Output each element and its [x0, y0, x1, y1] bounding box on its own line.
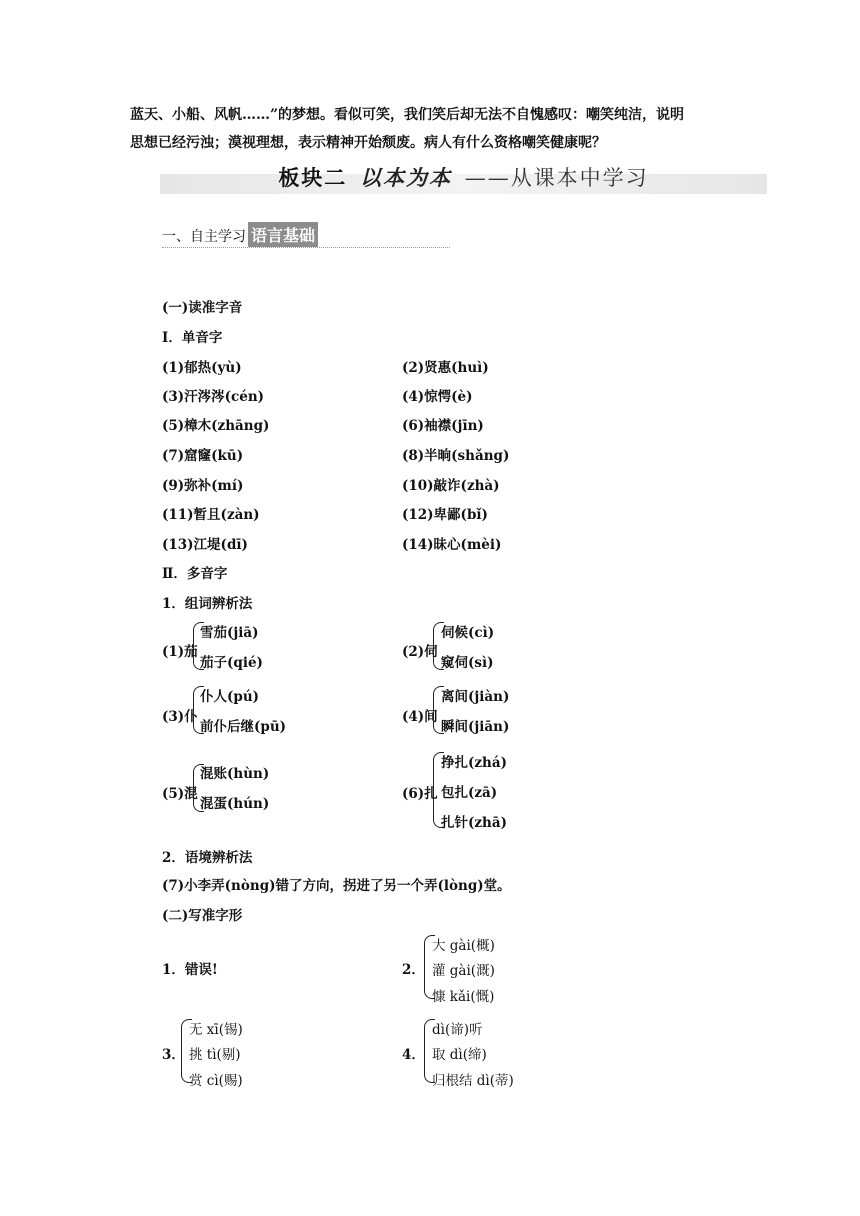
group-head: 2． — [402, 962, 425, 978]
group-item: 扎针(zhā) — [441, 815, 508, 831]
group-item: 混账(hùn) — [200, 766, 270, 782]
multi-char-title: Ⅱ．多音字 — [162, 566, 228, 582]
context-sentence: (7)小李弄(nòng)错了方向，拐进了另一个弄(lònɡ)堂。 — [162, 878, 511, 894]
list-item: (13)江堤(dī) — [162, 537, 248, 553]
single-char-title: Ⅰ．单音字 — [162, 330, 223, 346]
method-2-title: 2．语境辨析法 — [162, 850, 253, 866]
section-tag: 语言基础 — [248, 222, 318, 247]
group-head: 4． — [402, 1047, 425, 1063]
group-item: 赏 cì(赐) — [189, 1073, 243, 1089]
group-item: 灌 gài(溉) — [432, 963, 495, 979]
group-item: 挑 tì(剔) — [189, 1047, 241, 1063]
group-item: 伺候(cì) — [441, 625, 495, 641]
group-item: 雪茄(jiā) — [200, 625, 259, 641]
group-item: 慷 kǎi(慨) — [432, 989, 495, 1005]
list-item: (2)贤惠(huì) — [402, 360, 489, 376]
group-head: (1)茄 — [162, 644, 198, 660]
list-item: (1)郁热(yù) — [162, 360, 242, 376]
method-1-title: 1．组词辨析法 — [162, 596, 253, 612]
group-item: 窥伺(sì) — [441, 655, 494, 671]
group-head: 3． — [162, 1047, 185, 1063]
group-head: (6)扎 — [402, 786, 438, 802]
group-head: (2)伺 — [402, 644, 438, 660]
group-item: 离间(jiàn) — [441, 689, 510, 705]
intro-paragraph — [130, 101, 740, 157]
list-item: (10)敲诈(zhà) — [402, 478, 500, 494]
list-item: (6)袖襟(jīn) — [402, 418, 484, 434]
intro-line-1: 蓝天、小船、风帆……”的梦想。看似可笑，我们笑后却无法不自愧感叹：嘲笑纯洁，说明 — [130, 107, 685, 123]
subsection-title-pronunciation: (一)读准字音 — [162, 300, 243, 316]
group-item: 包扎(zā) — [441, 785, 498, 801]
group-head: (3)仆 — [162, 709, 198, 725]
list-item: (7)窟窿(kū) — [162, 448, 244, 464]
group-head: (5)混 — [162, 786, 198, 802]
list-item: (14)昧心(mèi) — [402, 537, 502, 553]
group-head: 1．错误! — [162, 962, 218, 978]
banner-motto: 以本为本 — [360, 165, 452, 190]
group-item: 茄子(qié) — [200, 655, 263, 671]
banner-title — [160, 162, 767, 192]
group-item: 大 gài(概) — [432, 938, 495, 954]
group-item: 取 dì(缔) — [432, 1047, 487, 1063]
banner-subtitle: ——从课本中学习 — [464, 166, 649, 190]
group-item: 无 xī(锡) — [189, 1022, 243, 1038]
banner-part: 板块二 — [278, 165, 348, 190]
list-item: (11)暂且(zàn) — [162, 507, 260, 523]
list-item: (12)卑鄙(bǐ) — [402, 507, 488, 523]
group-item: dì(谛)听 — [432, 1022, 483, 1038]
group-item: 瞬间(jiān) — [441, 719, 510, 735]
group-item: 前仆后继(pū) — [200, 719, 287, 735]
section-divider — [162, 247, 450, 248]
list-item: (9)弥补(mí) — [162, 478, 244, 494]
list-item: (3)汗涔涔(cén) — [162, 389, 265, 405]
list-item: (4)惊愕(è) — [402, 389, 473, 405]
group-item: 混蛋(hún) — [200, 796, 270, 812]
intro-line-2: 思想已经污浊；漠视理想，表示精神开始颓废。病人有什么资格嘲笑健康呢？ — [130, 135, 606, 151]
list-item: (5)樟木(zhāng) — [162, 418, 270, 434]
subsection-title-characters: (二)写准字形 — [162, 908, 243, 924]
group-item: 仆人(pú) — [200, 689, 260, 705]
section-label: 一、自主学习 — [162, 229, 246, 245]
group-head: (4)间 — [402, 709, 438, 725]
group-item: 归根结 dì(蒂) — [432, 1073, 514, 1089]
section-heading — [162, 222, 318, 247]
list-item: (8)半晌(shǎng) — [402, 448, 510, 464]
group-item: 挣扎(zhá) — [441, 755, 508, 771]
